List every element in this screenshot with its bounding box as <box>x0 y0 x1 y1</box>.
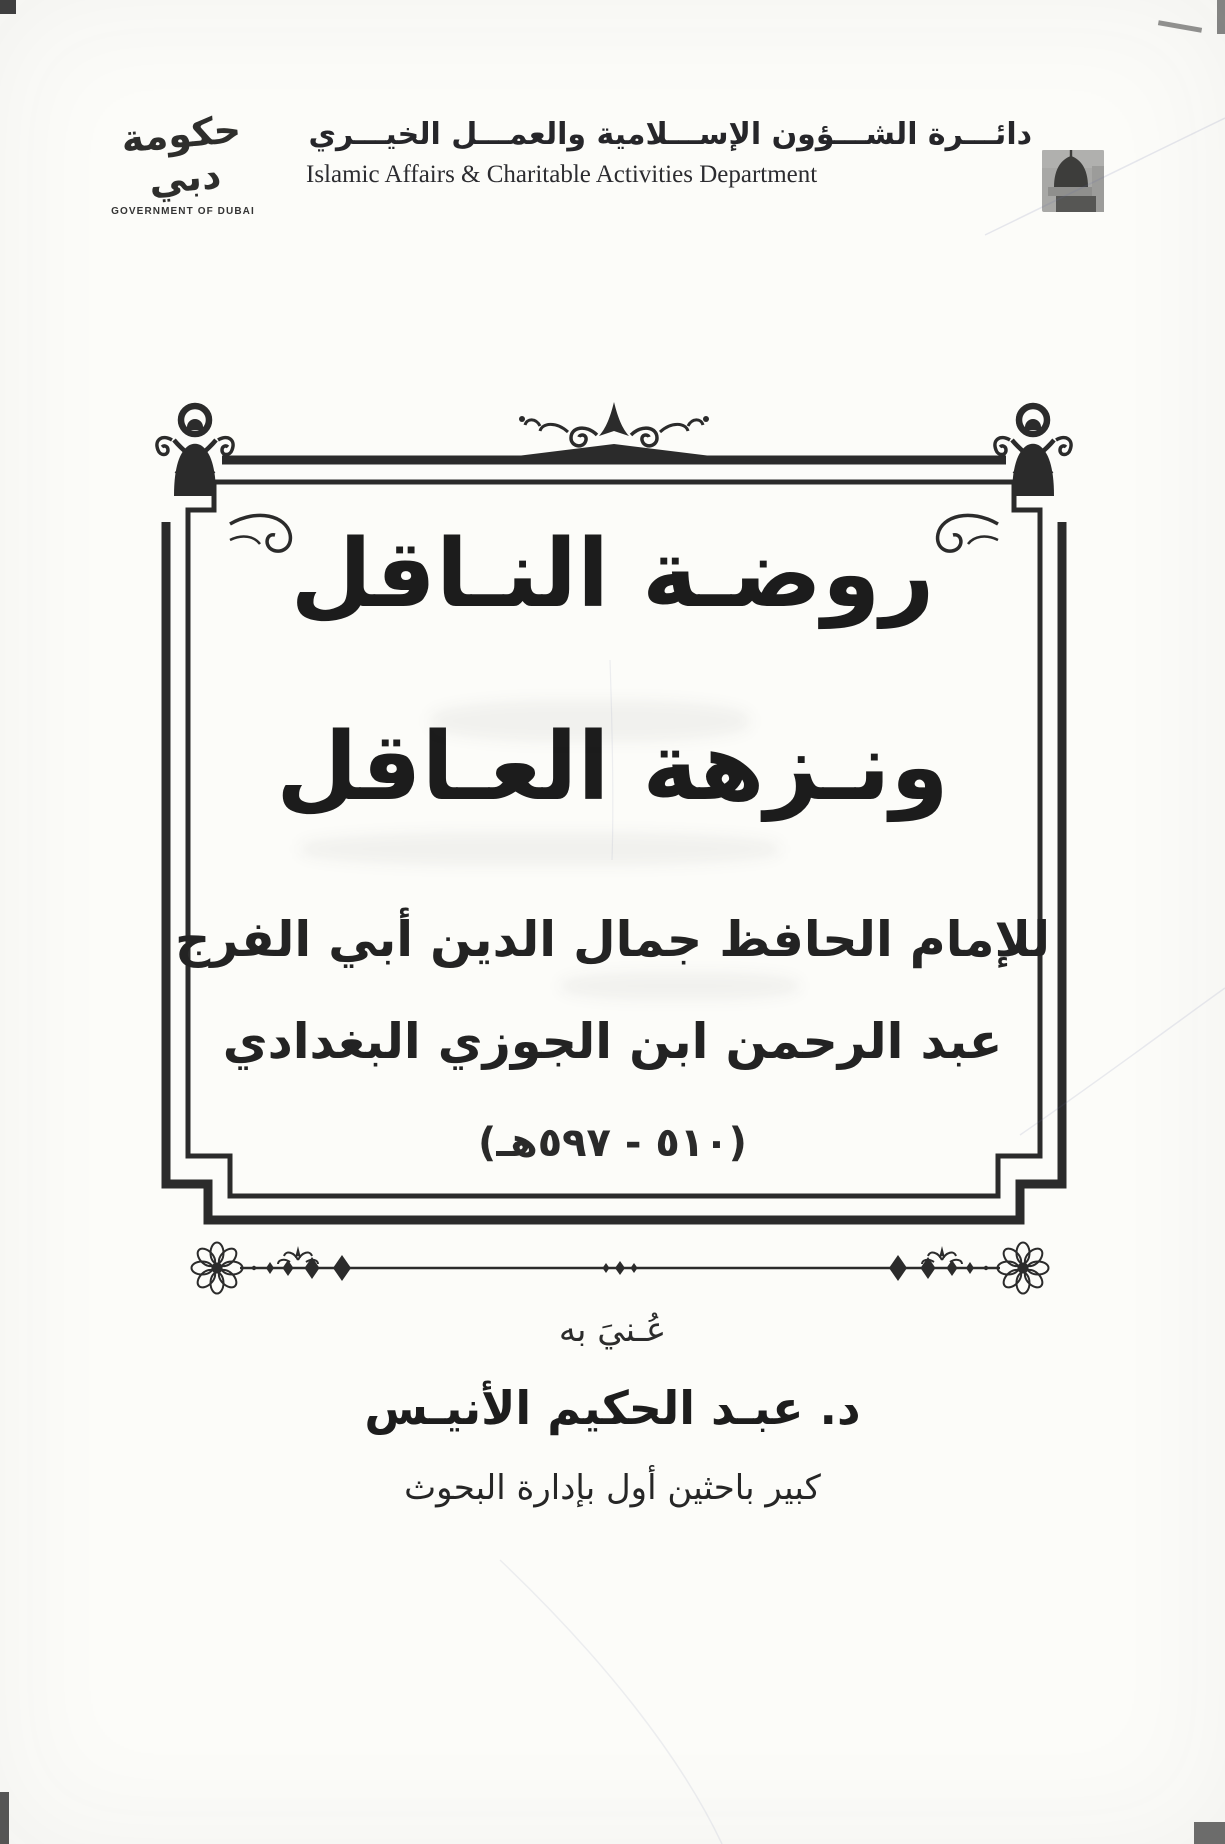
department-header <box>306 114 1032 192</box>
prepared-by-label: عُـنيَ به <box>558 1310 667 1350</box>
department-name-arabic: دائـــرة الشـــؤون الإســـلامية والعمـــل الخيـــري <box>308 117 1032 152</box>
book-title-line-2: ونـزهة العـاقل <box>276 713 949 822</box>
ornamental-divider <box>190 1238 1050 1302</box>
book-author-dates: (٥١٠ - ٥٩٧هـ) <box>478 1120 747 1166</box>
scan-smudge <box>1158 20 1202 33</box>
dubai-logo-caption: GOVERNMENT OF DUBAI <box>111 206 255 217</box>
scan-smudge <box>0 0 16 14</box>
book-author-line-2: عبد الرحمن ابن الجوزي البغدادي <box>222 1013 1003 1070</box>
scan-smudge <box>1194 1822 1225 1844</box>
mosque-dome-icon <box>1042 150 1104 212</box>
book-author-line-1: للإمام الحافظ جمال الدين أبي الفرج <box>174 911 1051 968</box>
scan-smudge <box>0 1792 9 1844</box>
book-title-line-1: روضـة النـاقل <box>290 520 935 629</box>
dubai-logo-calligraphy: حكومة دبي <box>119 106 243 203</box>
divider-rosette-right <box>998 1243 1049 1294</box>
frame-top-peak <box>448 444 780 465</box>
editor-role: كبير باحثين أول بإدارة البحوث <box>404 1468 821 1508</box>
government-of-dubai-logo <box>108 106 258 217</box>
editor-name: د. عبـد الحكيم الأنيـس <box>364 1381 861 1435</box>
scan-smudge <box>1217 0 1225 34</box>
frame-crown-ornament <box>519 402 709 446</box>
divider-rosette-left <box>192 1243 243 1294</box>
department-name-english: Islamic Affairs & Charitable Activities Department <box>306 161 818 188</box>
